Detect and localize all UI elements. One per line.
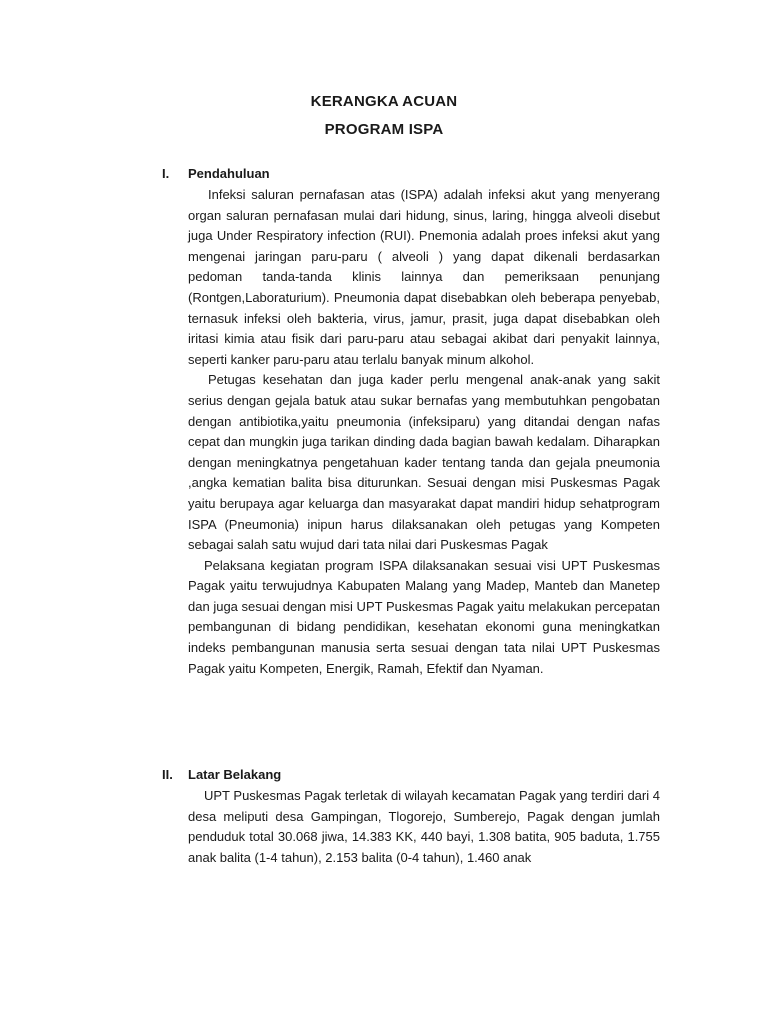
section-title: Pendahuluan: [188, 166, 270, 181]
section-title: Latar Belakang: [188, 767, 282, 782]
paragraph: Pelaksana kegiatan program ISPA dilaksanakan sesuai visi UPT Puskesmas Pagak yaitu terwujudnya Kabupaten Malang yang Madep, Manteb dan Manetep dan juga sesuai dengan misi UPT Puskesmas Pagak yaitu melakukan percepatan pembangunan di bidang pendidikan, kesehatan ekonomi guna meningkatkan indeks pembangunan manusia serta sesuai dengan tata nilai UPT Puskesmas Pagak yaitu Kompeten, Energik, Ramah, Efektif dan Nyaman.: [188, 557, 660, 676]
section-body-latar-belakang: [188, 786, 660, 868]
document-title: KERANGKA ACUAN: [310, 93, 458, 110]
section-number: I.: [162, 166, 170, 181]
document-subtitle: PROGRAM ISPA: [324, 121, 444, 138]
section-heading-latar-belakang: [162, 767, 281, 782]
paragraph: Petugas kesehatan dan juga kader perlu mengenal anak-anak yang sakit serius dengan gejala batuk atau sukar bernafas yang membutuhkan pengobatan dengan antibiotika,yaitu pneumonia (infeksiparu) yang ditandai dengan nafas cepat dan mungkin juga tarikan dinding dada bagian bawah kedalam. Diharapkan dengan meningkatnya pengetahuan kader tentang tanda dan gejala pneumonia ,angka kematian balita bisa diturunkan. Sesuai dengan misi Puskesmas Pagak yaitu berupaya agar keluarga dan masyarakat dapat mandiri hidup sehatprogram ISPA (Pneumonia) inipun harus dilaksanakan oleh petugas yang Kompeten sebagai salah satu wujud dari tata nilai dari Puskesmas Pagak: [188, 372, 660, 553]
paragraph: UPT Puskesmas Pagak terletak di wilayah kecamatan Pagak yang terdiri dari 4 desa meliputi desa Gampingan, Tlogorejo, Sumberejo, Pagak dengan jumlah penduduk total 30.068 jiwa, 14.383 KK, 440 bayi, 1.308 batita, 905 baduta, 1.755 anak balita (1-4 tahun), 2.153 balita (0-4 tahun), 1.460 anak: [188, 788, 660, 865]
section-body-pendahuluan: [188, 185, 660, 679]
section-number: II.: [162, 767, 173, 782]
paragraph: Infeksi saluran pernafasan atas (ISPA) adalah infeksi akut yang menyerang organ saluran pernafasan mulai dari hidung, sinus, laring, hingga alveoli disebut juga Under Respiratory infection (RUI). Pnemonia adalah proes infeksi akut yang mengenai jaringan paru-paru ( alveoli ) yang dapat dikenali berdasarkan pedoman tanda-tanda klinis lainnya dan pemeriksaan penunjang (Rontgen,Laboraturium). Pneumonia dapat disebabkan oleh beberapa penyebab, ternasuk infeksi oleh bakteria, virus, jamur, prasit, juga dapat disebabkan oleh iritasi kimia atau fisik dari paru-paru atau sebagai akibat dari penyakit lainnya, seperti kanker paru-paru atau terlalu banyak minum alkohol.: [188, 187, 660, 367]
section-heading-pendahuluan: [162, 166, 270, 181]
